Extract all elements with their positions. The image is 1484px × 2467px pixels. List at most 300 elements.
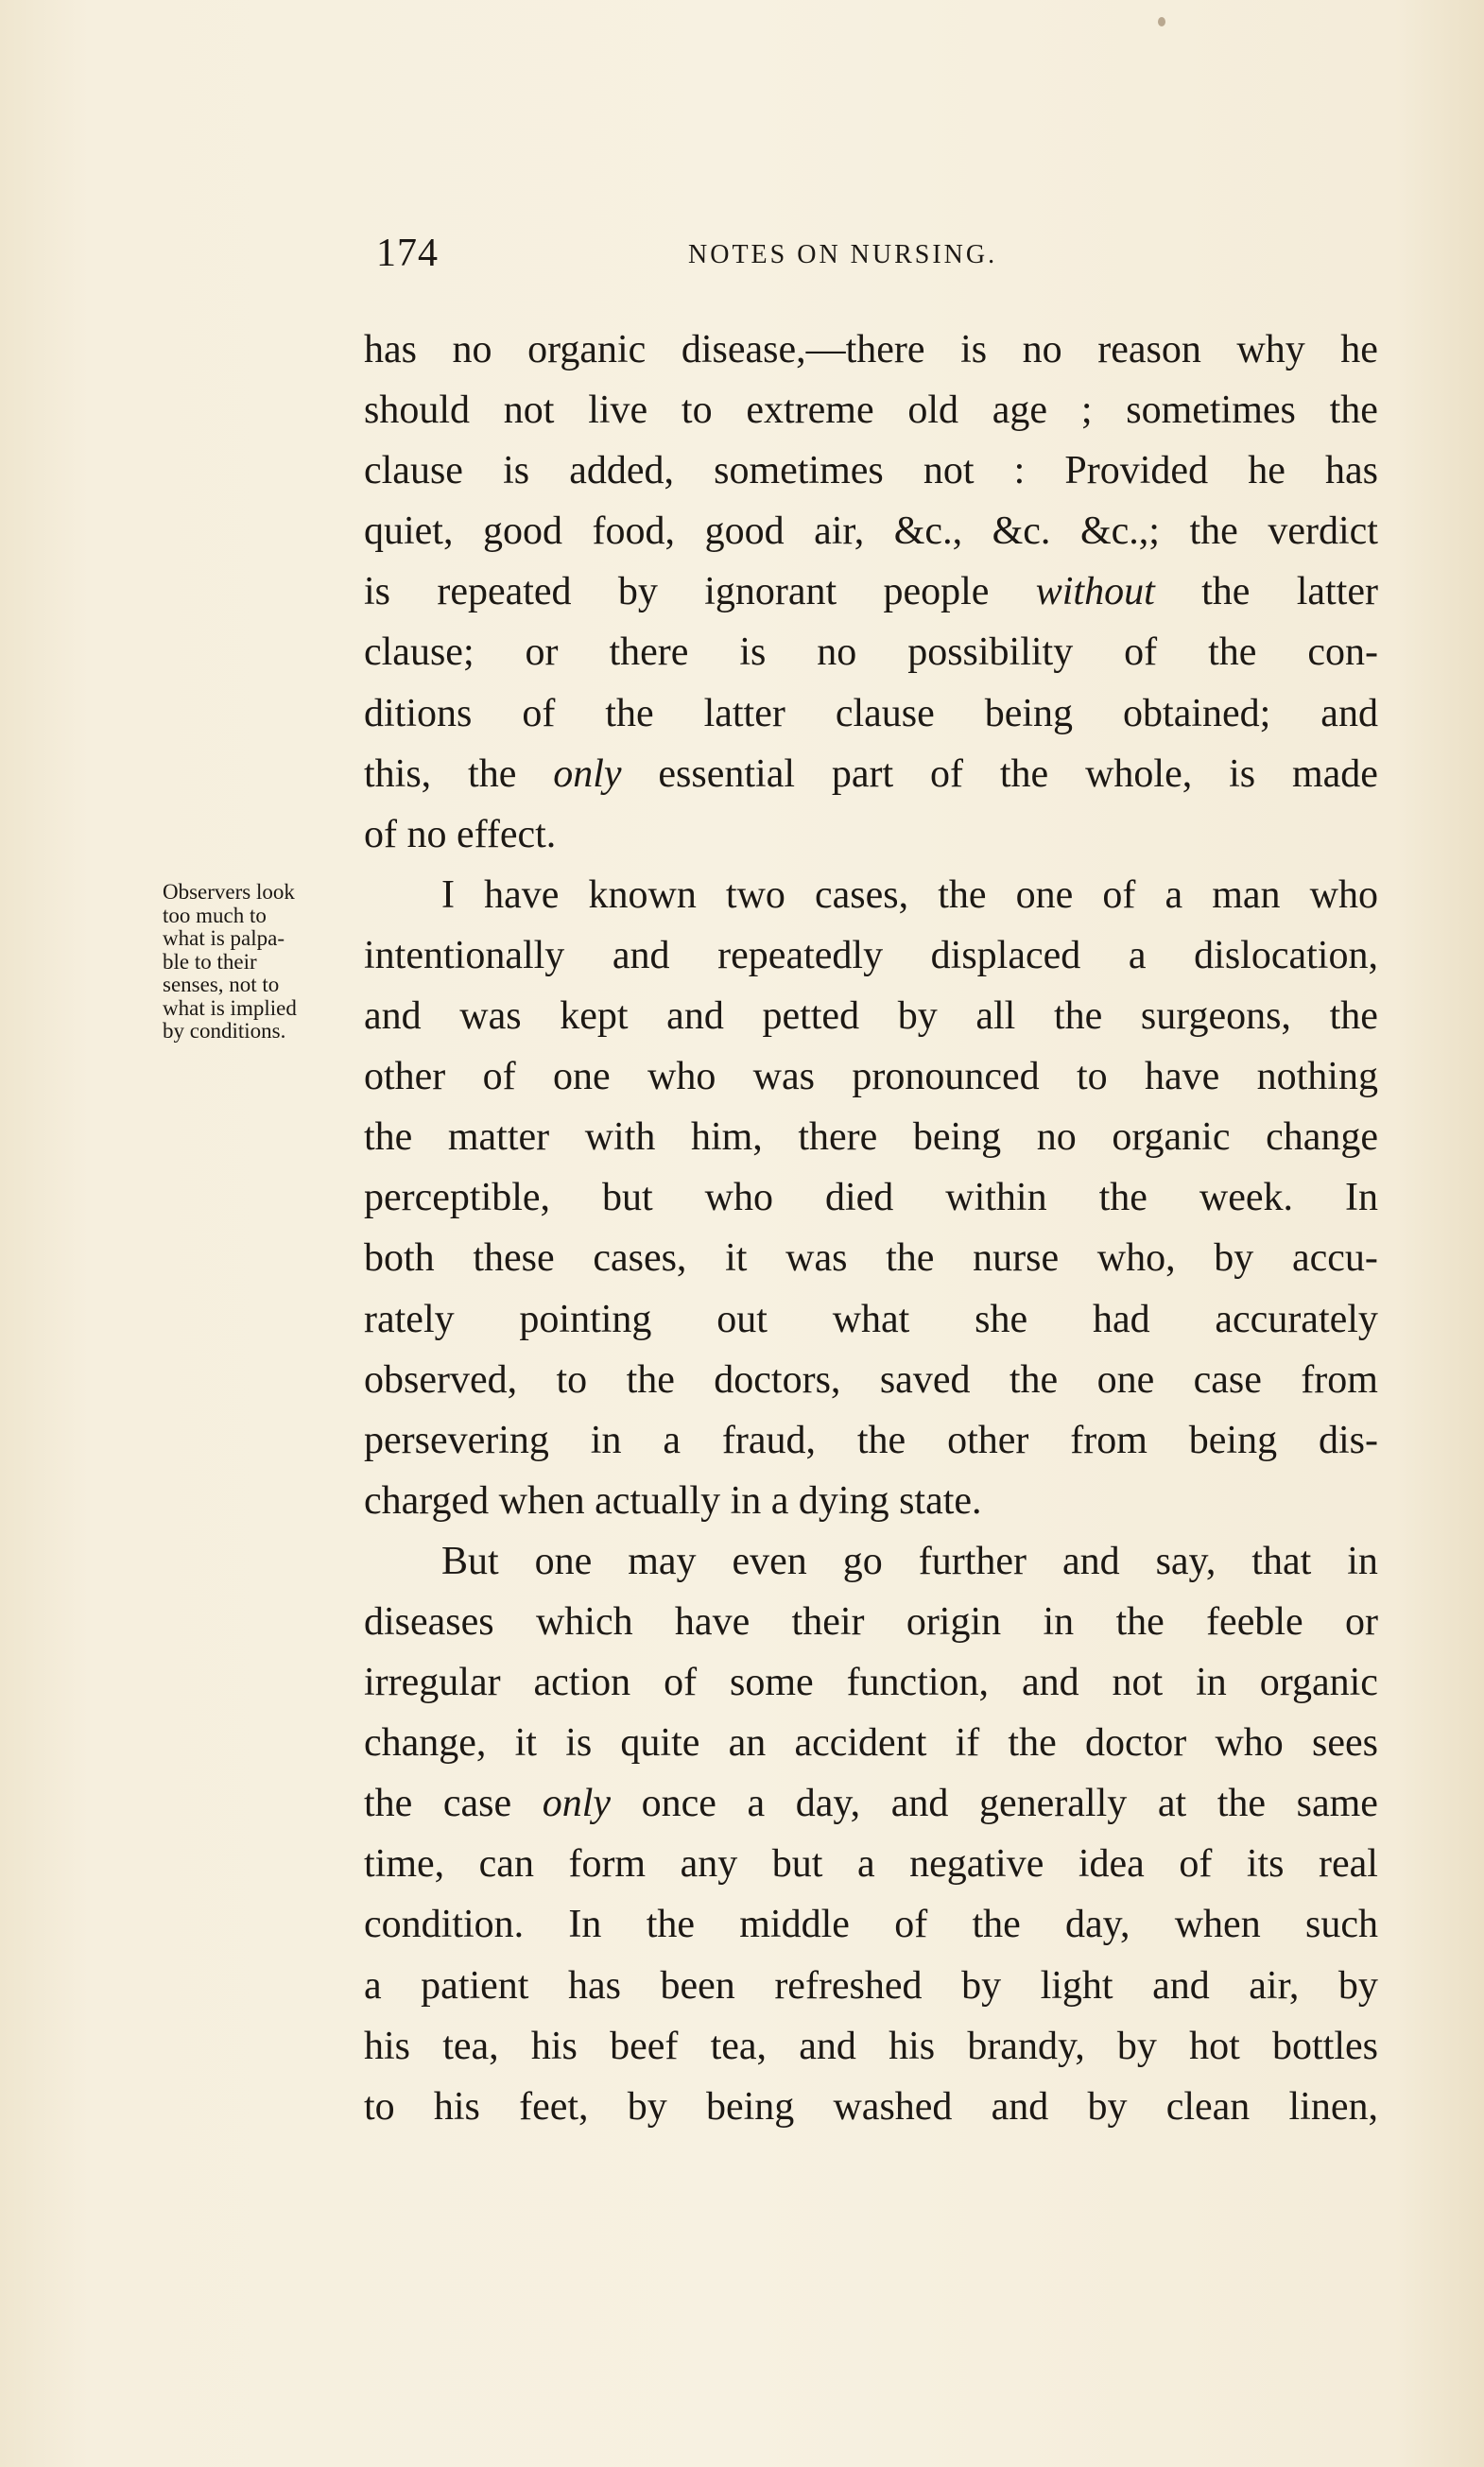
word: no (1022, 328, 1062, 371)
word: patient (421, 1963, 529, 2008)
word: is (1229, 751, 1256, 796)
word: accu- (1291, 1236, 1378, 1281)
word: same (1296, 1782, 1378, 1826)
word: the (1217, 1782, 1267, 1826)
word: the (364, 1115, 413, 1160)
word: by (961, 1963, 1002, 2008)
word: in (590, 1418, 622, 1462)
word: observed, (364, 1357, 518, 1402)
word: people (883, 570, 990, 614)
word: idea (1078, 1842, 1145, 1887)
word: one (552, 1055, 611, 1099)
word: tea, (442, 2024, 499, 2068)
word: persevering (364, 1418, 549, 1462)
text-line (364, 1410, 1378, 1471)
word: the (886, 1236, 935, 1281)
word: feeble (1206, 1599, 1303, 1644)
word: case (442, 1782, 512, 1826)
word: matter (447, 1115, 550, 1160)
word: has (567, 1963, 621, 2008)
word: no (452, 328, 492, 371)
word: dis- (1318, 1418, 1378, 1462)
word: and (890, 1782, 949, 1826)
word: there (798, 1115, 878, 1160)
word: made (1291, 751, 1378, 796)
word: other (947, 1418, 1029, 1462)
word: at (1157, 1782, 1187, 1826)
word: of (930, 751, 964, 796)
text-line (364, 2016, 1378, 2077)
word: surgeons, (1140, 994, 1291, 1039)
word: kept (560, 994, 629, 1039)
word: old (907, 388, 959, 433)
word: can (478, 1842, 534, 1887)
word: tea, (710, 2024, 768, 2068)
word: In (1344, 1176, 1378, 1220)
running-head: NOTES ON NURSING. (688, 240, 998, 269)
word: and (991, 2084, 1049, 2129)
word: not (503, 388, 555, 433)
word: the (972, 1903, 1021, 1947)
word: why (1236, 328, 1305, 371)
word: air, (814, 509, 865, 554)
word: function, (846, 1661, 990, 1705)
word: further (918, 1539, 1027, 1583)
margin-note-line: what is palpa- (163, 926, 285, 950)
word: a (663, 1418, 681, 1462)
word: if (955, 1721, 980, 1766)
word: have (484, 872, 560, 917)
text-line (364, 1956, 1378, 2016)
word: of (1179, 1842, 1213, 1887)
word: the (938, 872, 987, 917)
word: the (1201, 570, 1251, 614)
word: from (1070, 1418, 1148, 1462)
word: the (856, 1418, 906, 1462)
word: or (525, 630, 559, 675)
word: she (975, 1297, 1028, 1341)
word: beef (610, 2024, 679, 2068)
word: and (1061, 1539, 1120, 1583)
text-line (364, 1592, 1378, 1652)
word: no (1036, 1115, 1077, 1160)
text-line (364, 1167, 1378, 1228)
text-line (364, 501, 1378, 561)
word: condition. (364, 1903, 525, 1947)
word: dying (798, 1478, 900, 1523)
word: : (1013, 449, 1026, 493)
word: by (1116, 2024, 1157, 2068)
word: died (824, 1176, 894, 1220)
word: part (831, 751, 894, 796)
word: the (1329, 994, 1378, 1039)
word: have (674, 1599, 751, 1644)
text-line (364, 1713, 1378, 1773)
word: should (364, 388, 471, 433)
word: whole, (1085, 751, 1193, 796)
text-line (364, 1107, 1378, 1167)
word: all (975, 994, 1016, 1039)
word: the (646, 1903, 695, 1947)
word: one (1015, 872, 1074, 917)
word: But (441, 1539, 499, 1583)
text-line (364, 319, 1378, 380)
word: no (406, 812, 457, 856)
word: feet, (519, 2084, 589, 2129)
word: only (553, 751, 622, 796)
word: &c., (893, 509, 963, 554)
word: was (752, 1055, 815, 1099)
text-line (364, 683, 1378, 744)
word: and (1152, 1963, 1210, 2008)
word: who (704, 1176, 774, 1220)
word: essential (658, 751, 796, 796)
word: organic (1112, 1115, 1231, 1160)
word: who, (1096, 1236, 1176, 1281)
word: the (1008, 1721, 1057, 1766)
word: saved (879, 1357, 971, 1402)
word: of (894, 1903, 928, 1947)
word: sees (1311, 1721, 1378, 1766)
word: nurse (973, 1236, 1060, 1281)
word: been (660, 1963, 735, 2008)
word: verdict (1268, 509, 1378, 554)
word: only (542, 1782, 612, 1826)
word: his (433, 2084, 480, 2129)
word: by (1214, 1236, 1254, 1281)
word: a (856, 1842, 875, 1887)
word: the (468, 751, 517, 796)
word: possibility (907, 630, 1074, 675)
word: the (1009, 1357, 1059, 1402)
text-line (364, 925, 1378, 986)
word: being (984, 691, 1074, 735)
word: the (1208, 630, 1257, 675)
margin-note-line: ble to their (163, 949, 257, 974)
word: fraud, (721, 1418, 816, 1462)
word: the (1115, 1599, 1165, 1644)
text-line (364, 1652, 1378, 1713)
word: had (1092, 1297, 1150, 1341)
word: being (912, 1115, 1002, 1160)
word: air, (1249, 1963, 1300, 2008)
word: dislocation, (1194, 933, 1378, 977)
word: latter (703, 691, 785, 735)
word: day, (795, 1782, 861, 1826)
word: irregular (364, 1661, 501, 1705)
word: action (533, 1661, 631, 1705)
text-line (364, 1228, 1378, 1288)
page-header (376, 231, 1378, 287)
word: who (1215, 1721, 1284, 1766)
word: an (728, 1721, 767, 1766)
word: in (1043, 1599, 1075, 1644)
word: out (716, 1297, 768, 1341)
word: hot (1189, 2024, 1240, 2068)
word: with (584, 1115, 656, 1160)
word: which (535, 1599, 633, 1644)
word: accident (794, 1721, 927, 1766)
word: ditions (364, 691, 473, 735)
word: added, (569, 449, 674, 493)
word: a (1165, 872, 1183, 917)
word: form (568, 1842, 647, 1887)
word: once (641, 1782, 716, 1826)
word: two (725, 872, 785, 917)
word: is (565, 1721, 593, 1766)
word: he (1340, 328, 1378, 371)
word: a (747, 1782, 766, 1826)
word: food, (592, 509, 676, 554)
word: within (945, 1176, 1047, 1220)
word: refreshed (774, 1963, 923, 2008)
word: displaced (930, 933, 1081, 977)
word: a (770, 1478, 799, 1523)
word: by (617, 570, 658, 614)
word: by (627, 2084, 667, 2129)
word: repeated (437, 570, 572, 614)
word: has (364, 328, 417, 371)
word: being (1188, 1418, 1278, 1462)
word: &c. (992, 509, 1051, 554)
word: &c.,; (1079, 509, 1160, 554)
word: pointing (519, 1297, 652, 1341)
word: of (364, 812, 407, 856)
word: the (1329, 388, 1378, 433)
word: it (725, 1236, 748, 1281)
word: of (1124, 630, 1158, 675)
page-number: 174 (376, 232, 439, 275)
word: of (482, 1055, 516, 1099)
word: no (817, 630, 857, 675)
word: repeatedly (717, 933, 884, 977)
word: cases, (815, 872, 909, 917)
word: accurately (1215, 1297, 1378, 1341)
word: latter (1296, 570, 1378, 614)
word: him, (690, 1115, 763, 1160)
word: but (771, 1842, 823, 1887)
word: the (999, 751, 1049, 796)
word: a (1128, 933, 1147, 977)
text-line (364, 622, 1378, 682)
word: go (842, 1539, 883, 1583)
word: washed (833, 2084, 953, 2129)
word: when (1174, 1903, 1261, 1947)
word: is (364, 570, 391, 614)
word: change (1266, 1115, 1378, 1160)
word: by (1337, 1963, 1378, 2008)
word: have (1144, 1055, 1220, 1099)
word: to (556, 1357, 588, 1402)
text-line (364, 1046, 1378, 1107)
word: linen, (1288, 2084, 1378, 2129)
word: known (588, 872, 697, 917)
word: sometimes (1126, 388, 1296, 433)
word: this, (364, 751, 432, 796)
word: even (732, 1539, 807, 1583)
word: origin (906, 1599, 1002, 1644)
word: it (514, 1721, 537, 1766)
word: in (1347, 1539, 1378, 1583)
word: bottles (1272, 2024, 1378, 2068)
word: its (1246, 1842, 1285, 1887)
word: the (626, 1357, 675, 1402)
word: charged (364, 1478, 499, 1523)
word: being (705, 2084, 795, 2129)
word: and (1320, 691, 1378, 735)
word: day, (1065, 1903, 1130, 1947)
word: may (628, 1539, 697, 1583)
word: real (1319, 1842, 1378, 1887)
word: ; (1080, 388, 1093, 433)
word: effect. (457, 812, 557, 856)
word: such (1304, 1903, 1378, 1947)
word: rately (364, 1297, 455, 1341)
word: intentionally (364, 933, 565, 977)
word: is (503, 449, 530, 493)
text-line (364, 744, 1378, 804)
word: good (704, 509, 785, 554)
word: who (1309, 872, 1378, 917)
word: some (729, 1661, 814, 1705)
word: say, (1155, 1539, 1217, 1583)
text-line (364, 1773, 1378, 1834)
word: petted (762, 994, 860, 1039)
margin-note-line: senses, not to (163, 973, 280, 996)
word: not (923, 449, 975, 493)
text-line (364, 986, 1378, 1046)
word: any (680, 1842, 738, 1887)
word: has (1324, 449, 1378, 493)
word: both (364, 1236, 435, 1281)
margin-note-line: too much to (163, 903, 267, 927)
word: quite (620, 1721, 700, 1766)
word: I (441, 872, 455, 917)
word: perceptible, (364, 1176, 551, 1220)
word: quiet, (364, 509, 454, 554)
word: and (799, 2024, 856, 2068)
margin-note-line: Observers look (163, 880, 295, 904)
word: the (1098, 1176, 1148, 1220)
word: doctor (1084, 1721, 1187, 1766)
word: generally (978, 1782, 1128, 1826)
word: his (889, 2024, 936, 2068)
word: extreme (746, 388, 874, 433)
word: that (1251, 1539, 1312, 1583)
word: live (588, 388, 648, 433)
word: there (609, 630, 689, 675)
word: and (612, 933, 670, 977)
word: disease,—there (681, 328, 925, 371)
word: actually (595, 1478, 731, 1523)
word: the (605, 691, 654, 735)
word: his (530, 2024, 578, 2068)
word: when (498, 1478, 595, 1523)
word: their (791, 1599, 865, 1644)
text-line (364, 1350, 1378, 1410)
word: time, (364, 1842, 445, 1887)
word: from (1301, 1357, 1378, 1402)
word: middle (739, 1903, 850, 1947)
text-line (364, 380, 1378, 440)
word: change, (364, 1721, 487, 1766)
word: state. (899, 1478, 982, 1523)
word: he (1248, 449, 1286, 493)
word: clause; (364, 630, 475, 675)
word: these (473, 1236, 555, 1281)
word: other (364, 1055, 446, 1099)
word: brandy, (967, 2024, 1085, 2068)
word: organic (527, 328, 647, 371)
word: case (1193, 1357, 1262, 1402)
word: but (602, 1176, 653, 1220)
word: not (1112, 1661, 1164, 1705)
word: negative (909, 1842, 1044, 1887)
text-line (364, 804, 1378, 865)
text-line (364, 440, 1378, 501)
word: without (1035, 570, 1155, 614)
word: good (483, 509, 563, 554)
margin-note-line: by conditions. (163, 1019, 286, 1043)
word: clause (364, 449, 463, 493)
word: con- (1307, 630, 1378, 675)
word: cases, (593, 1236, 687, 1281)
word: In (568, 1903, 602, 1947)
word: one (1096, 1357, 1155, 1402)
word: in (1196, 1661, 1227, 1705)
text-line (364, 865, 1378, 925)
word: a (364, 1963, 382, 2008)
word: what (832, 1297, 910, 1341)
word: doctors, (714, 1357, 841, 1402)
word: reason (1097, 328, 1201, 371)
text-line (364, 2077, 1378, 2137)
word: diseases (364, 1599, 494, 1644)
word: or (1344, 1599, 1378, 1644)
word: his (364, 2024, 411, 2068)
word: the (1053, 994, 1103, 1039)
word: was (459, 994, 522, 1039)
word: by (897, 994, 938, 1039)
text-line (364, 1531, 1378, 1592)
text-line (364, 1471, 1378, 1531)
word: who (647, 1055, 716, 1099)
word: obtained; (1123, 691, 1271, 735)
word: to (364, 2084, 395, 2129)
word: clause (835, 691, 935, 735)
word: Provided (1064, 449, 1209, 493)
ink-speck (1158, 17, 1165, 26)
word: sometimes (714, 449, 884, 493)
word: is (960, 328, 988, 371)
word: the (1189, 509, 1238, 554)
word: man (1212, 872, 1281, 917)
word: to (681, 388, 713, 433)
word: clean (1165, 2084, 1251, 2129)
text-line (364, 1289, 1378, 1350)
word: light (1040, 1963, 1113, 2008)
word: pronounced (852, 1055, 1040, 1099)
word: organic (1259, 1661, 1378, 1705)
word: nothing (1256, 1055, 1378, 1099)
word: and (666, 994, 724, 1039)
margin-note (163, 881, 366, 1044)
word: in (730, 1478, 771, 1523)
word: and (1021, 1661, 1079, 1705)
text-line (364, 561, 1378, 622)
word: of (664, 1661, 698, 1705)
text-line (364, 1894, 1378, 1955)
